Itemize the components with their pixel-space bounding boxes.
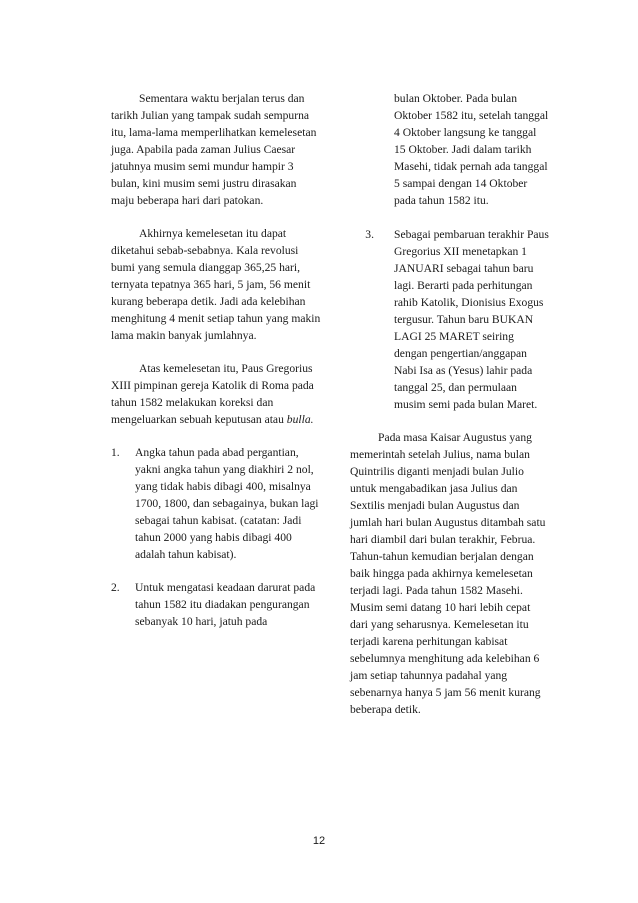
left-column xyxy=(111,90,321,646)
list-text: Angka tahun pada abad pergantian, yakni angka tahun yang diakhiri 2 nol, yang tidak habis dibagi 400, misalnya 1700, 1800, dan sebagainya, bukan lagi sebagai tahun kabisat. (catatan: Jadi tahun 2000 yang habis dibagi 400 adalah tahun kabisat). xyxy=(135,446,319,561)
paragraph-gregory-text: Atas kemelesetan itu, Paus Gregorius XIII pimpinan gereja Katolik di Roma pada tahun 1582 melakukan koreksi dan mengeluarkan sebuah keputusan atau xyxy=(111,362,314,426)
list-number: 2. xyxy=(111,581,120,594)
list-text: Untuk mengatasi keadaan darurat pada tahun 1582 itu diadakan pengurangan sebanyak 10 hari, jatuh pada xyxy=(135,581,316,628)
list-item xyxy=(111,579,321,630)
paragraph-drift-cause: Akhirnya kemelesetan itu dapat diketahui sebab-sebabnya. Kala revolusi bumi yang semula dianggap 365,25 hari, ternyata tepatnya 365 hari, 5 jam, 56 menit kurang beberapa detik. Jadi ada kelebihan menghitung 4 menit setiap tahun yang makin lama makin banyak jumlahnya. xyxy=(111,227,321,342)
right-column xyxy=(350,90,550,718)
list-text: Sebagai pembaruan terakhir Paus Gregorius XII menetapkan 1 JANUARI sebagai tahun baru lagi. Berarti pada perhitungan rahib Katolik, Dionisius Exogus tergusur. Tahun baru BUKAN LAGI 25 MARET seiring dengan pengertian/anggapan Nabi Isa as (Yesus) lahir pada tanggal 25, dan permulaan musim semi pada bulan Maret. xyxy=(394,228,549,411)
reform-list-right xyxy=(350,226,550,413)
paragraph-gregory-bulla xyxy=(111,360,321,428)
list-number: 3. xyxy=(365,228,374,241)
list-number: 1. xyxy=(111,446,120,459)
list-item xyxy=(111,444,321,563)
list-item-continuation: bulan Oktober. Pada bulan Oktober 1582 itu, setelah tanggal 4 Oktober langsung ke tanggal 15 Oktober. Jadi dalam tarikh Masehi, tidak pernah ada tanggal 5 sampai dengan 14 Oktober pada tahun 1582 itu. xyxy=(394,92,549,207)
paragraph-augustus: Pada masa Kaisar Augustus yang memerintah setelah Julius, nama bulan Quintrilis diganti menjadi bulan Julio untuk mengabadikan jasa Julius dan Sextilis menjadi bulan Augustus dan jumlah hari bulan Augustus ditambah satu hari diambil dari bulan terakhir, Februa. Tahun-tahun kemudian berjalan dengan baik hingga pada akhirnya kemelesetan terjadi lagi. Pada tahun 1582 Masehi. Musim semi datang 10 hari lebih cepat dari yang seharusnya. Kemelesetan itu terjadi karena perhitungan kabisat sebelumnya menghitung ada kelebihan 6 jam setiap tahunnya padahal yang sebenarnya hanya 5 jam 56 menit kurang beberapa detik. xyxy=(350,431,546,716)
reform-list-left xyxy=(111,444,321,630)
bulla-term: bulla. xyxy=(286,413,314,426)
page-number: 12 xyxy=(312,835,326,847)
list-item xyxy=(350,226,550,413)
paragraph-julian-drift: Sementara waktu berjalan terus dan tarikh Julian yang tampak sudah sempurna itu, lama-lama memperlihatkan kemelesetan juga. Apabila pada zaman Julius Caesar jatuhnya musim semi mundur hampir 3 bulan, kini musim semi justru dirasakan maju beberapa hari dari patokan. xyxy=(111,92,317,207)
